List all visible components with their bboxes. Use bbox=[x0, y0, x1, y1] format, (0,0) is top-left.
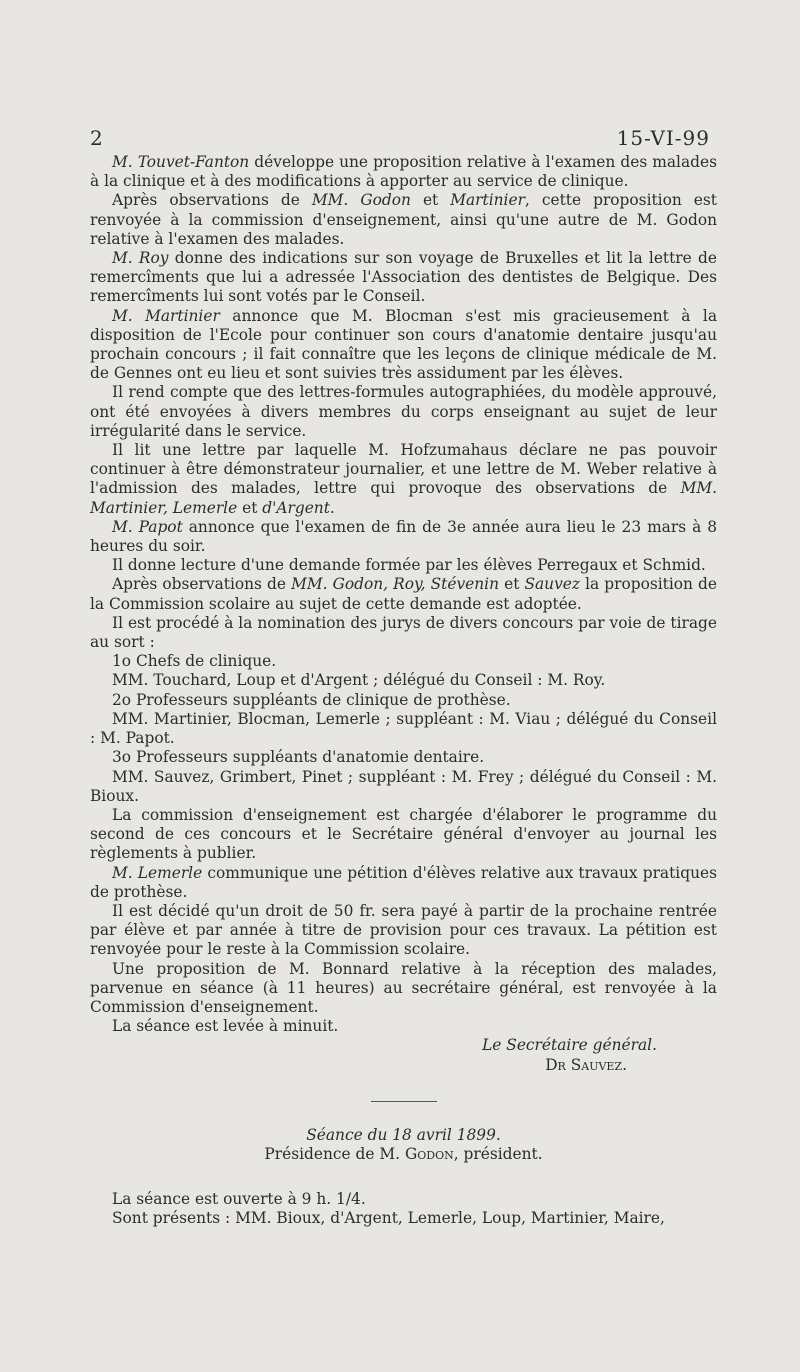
paragraph: La commission d'enseignement est chargée d'élaborer le programme du second de ces concours et le Secrétaire général d'envoyer au journal les règlements à publier. bbox=[90, 805, 717, 863]
speaker-name: Martinier bbox=[450, 191, 525, 210]
paragraph-text: Après observations de bbox=[112, 575, 292, 594]
list-item: MM. Touchard, Loup et d'Argent ; délégué du Conseil : M. Roy. bbox=[112, 671, 606, 690]
speaker-name: d'Argent bbox=[262, 498, 330, 517]
page-header bbox=[90, 126, 710, 156]
paragraph: La séance est levée à minuit. bbox=[112, 1017, 339, 1036]
paragraph-text: communique une pétition d'élèves relative aux travaux pratiques de prothèse. bbox=[90, 863, 717, 901]
paragraph-text: Après observations de bbox=[112, 191, 312, 210]
paragraph: Il rend compte que des lettres-formules autographiées, du modèle approuvé, ont été envoyées à divers membres du corps enseignant au sujet de leur irrégularité dans le service. bbox=[90, 383, 717, 440]
presidence-text: , président. bbox=[453, 1144, 543, 1163]
paragraph bbox=[90, 864, 717, 902]
paragraph bbox=[90, 518, 717, 556]
president-name: Godon bbox=[404, 1144, 454, 1163]
paragraph bbox=[90, 153, 717, 191]
paragraph-text: . bbox=[329, 498, 335, 517]
signature-name: Dr Sauvez. bbox=[545, 1055, 627, 1074]
speaker-name: M. Papot bbox=[112, 517, 183, 536]
paragraph: Il est décidé qu'un droit de 50 fr. sera payé à partir de la prochaine rentrée par élève et par année à titre de provision pour ces travaux. La pétition est renvoyée pour le reste à la Commission scolaire. bbox=[90, 901, 717, 959]
paragraph bbox=[90, 191, 717, 249]
paragraph bbox=[90, 249, 717, 307]
paragraph-text: annonce que M. Blocman s'est mis gracieusement à la disposition de l'Ecole pour continuer son cours d'anatomie dentaire jusqu'au prochain concours ; il fait connaître que les leçons de clinique médicale de M. de Gennes ont eu lieu et sont suivies très assidument par les élèves. bbox=[90, 306, 717, 383]
list-item: MM. Sauvez, Grimbert, Pinet ; suppléant : M. Frey ; délégué du Conseil : M. Bioux. bbox=[90, 767, 717, 805]
paragraph-text: et bbox=[237, 498, 263, 517]
list-item: MM. Martinier, Blocman, Lemerle ; suppléant : M. Viau ; délégué du Conseil : M. Papot. bbox=[90, 709, 717, 748]
header-date: 15-VI-99 bbox=[616, 126, 710, 150]
minutes-body bbox=[90, 153, 717, 1229]
paragraph-text: la proposition de la Commission scolaire au sujet de cette demande est adoptée. bbox=[90, 575, 717, 613]
session-opening: La séance est ouverte à 9 h. 1/4. bbox=[112, 1190, 366, 1209]
spacer bbox=[90, 1164, 717, 1190]
session-present: Sont présents : MM. Bioux, d'Argent, Lemerle, Loup, Martinier, Maire, bbox=[112, 1209, 665, 1228]
speaker-name: M. Touvet-Fanton bbox=[112, 153, 250, 171]
list-heading: 3o Professeurs suppléants d'anatomie dentaire. bbox=[112, 748, 485, 767]
paragraph bbox=[90, 575, 717, 613]
speaker-name: M. Martinier bbox=[112, 306, 220, 325]
paragraph-text: développe une proposition relative à l'examen des malades à la clinique et à des modifications à apporter au service de clinique. bbox=[90, 153, 717, 191]
paragraph-text: , cette proposition est renvoyée à la commission d'enseignement, ainsi qu'une autre de M. Godon relative à l'examen des malades. bbox=[90, 191, 717, 248]
paragraph: Il donne lecture d'une demande formée par les élèves Perregaux et Schmid. bbox=[112, 556, 706, 575]
presidence-text: Présidence de M. bbox=[264, 1144, 405, 1163]
speaker-name: MM. Godon bbox=[311, 191, 411, 210]
list-heading: 2o Professeurs suppléants de clinique de prothèse. bbox=[112, 690, 511, 709]
list-heading: 1o Chefs de clinique. bbox=[112, 652, 277, 671]
page-number: 2 bbox=[90, 126, 103, 150]
paragraph: Une proposition de M. Bonnard relative à la réception des malades, parvenue en séance (à 11 heures) au secrétaire général, est renvoyée à la Commission d'enseignement. bbox=[90, 959, 717, 1016]
section-divider bbox=[371, 1101, 437, 1102]
paragraph: Il est procédé à la nomination des jurys de divers concours par voie de tirage au sort : bbox=[90, 613, 717, 652]
paragraph-text: annonce que l'examen de fin de 3e année aura lieu le 23 mars à 8 heures du soir. bbox=[90, 517, 718, 556]
paragraph bbox=[90, 307, 717, 384]
speaker-name: M. Lemerle bbox=[112, 863, 203, 882]
speaker-name: MM. Martinier, Lemerle bbox=[90, 479, 717, 517]
speaker-name: Sauvez bbox=[524, 575, 580, 594]
session-heading: Séance du 18 avril 1899. bbox=[306, 1125, 501, 1144]
signature-title: Le Secrétaire général. bbox=[482, 1036, 657, 1055]
session-presidence bbox=[90, 1145, 717, 1164]
speaker-name: MM. Godon, Roy, Stévenin bbox=[291, 575, 499, 594]
paragraph-text: et bbox=[410, 191, 451, 210]
paragraph-text: et bbox=[499, 575, 525, 594]
paragraph-text: donne des indications sur son voyage de Bruxelles et lit la lettre de remercîments que lui a adressée l'Association des dentistes de Belgique. Des remercîments lui sont votés par le Conseil. bbox=[90, 249, 718, 306]
paragraph bbox=[90, 441, 717, 518]
speaker-name: M. Roy bbox=[112, 249, 169, 268]
paragraph-text: Il lit une lettre par laquelle M. Hofzumahaus déclare ne pas pouvoir continuer à être démonstrateur journalier, et une lettre de M. Weber relative à l'admission des malades, lettre qui provoque des observations de bbox=[90, 441, 717, 498]
